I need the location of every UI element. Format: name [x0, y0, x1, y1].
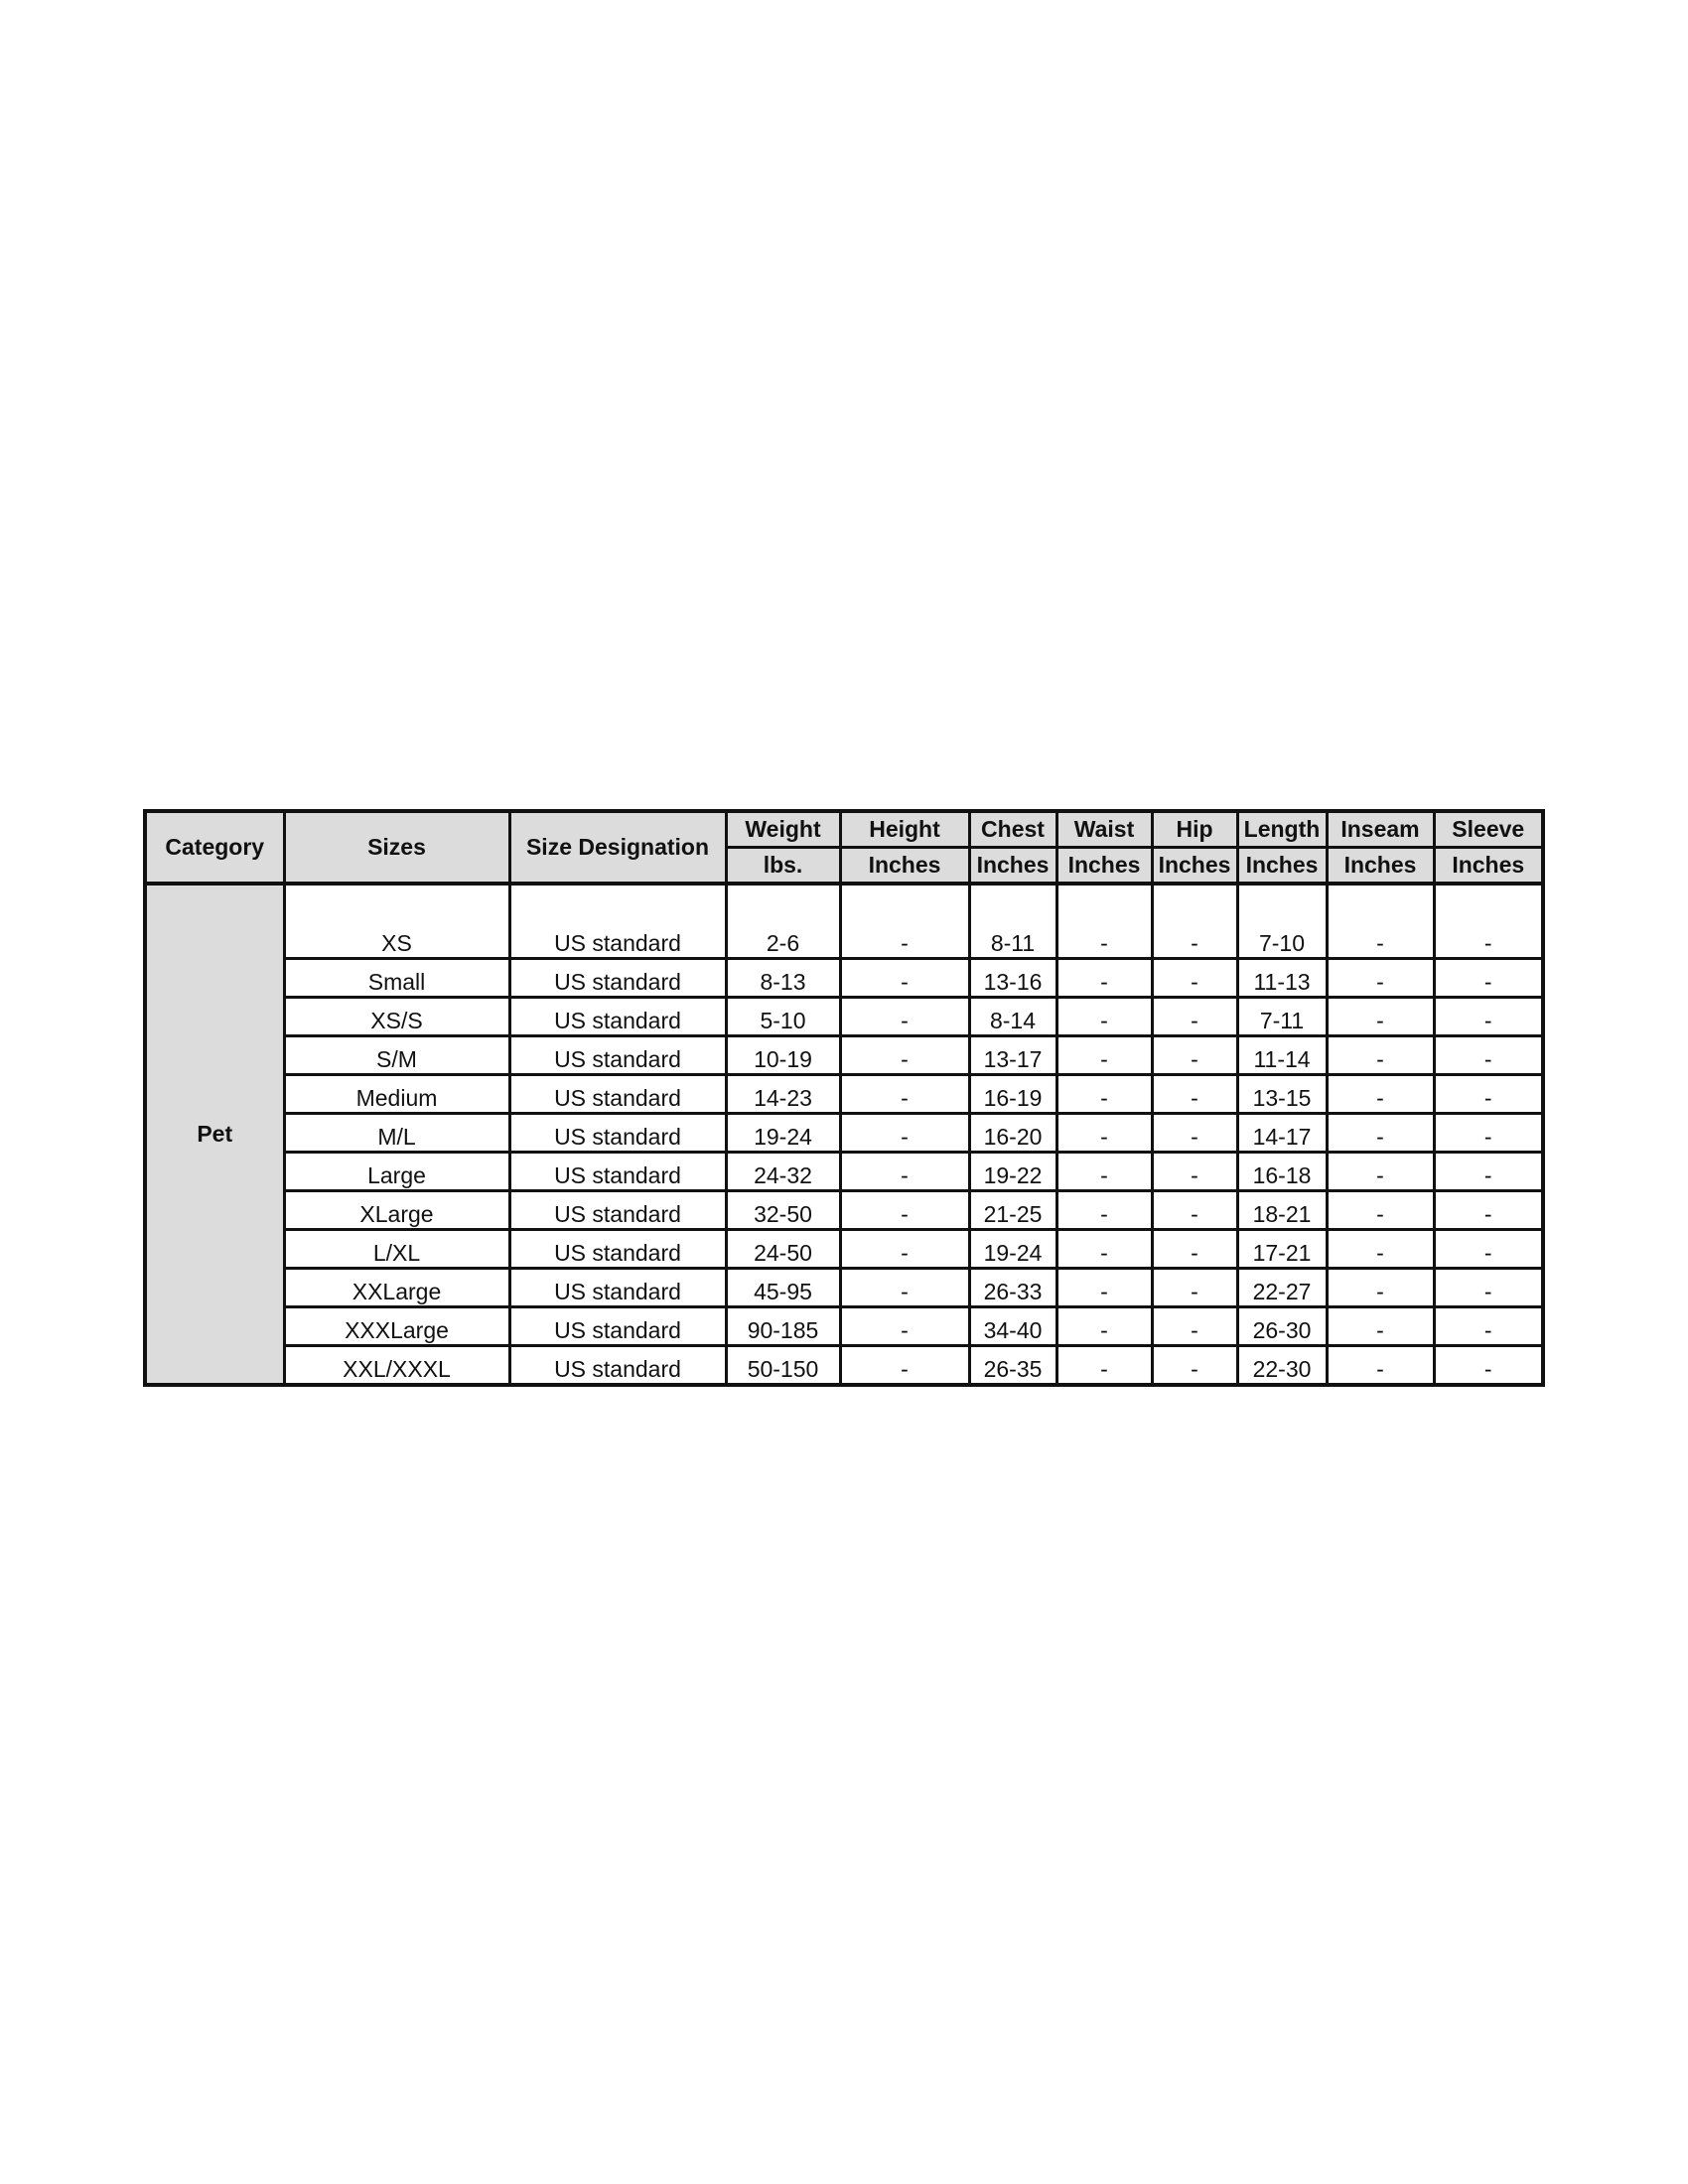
sleeve-cell: -	[1434, 1346, 1543, 1386]
weight-cell: 14-23	[726, 1075, 840, 1114]
header-inseam: Inseam	[1327, 811, 1434, 848]
waist-cell: -	[1056, 1230, 1152, 1269]
inseam-cell: -	[1327, 998, 1434, 1036]
hip-cell: -	[1152, 1036, 1237, 1075]
sleeve-cell: -	[1434, 1230, 1543, 1269]
sleeve-cell: -	[1434, 1036, 1543, 1075]
header-hip: Hip	[1152, 811, 1237, 848]
chest-cell: 16-19	[969, 1075, 1056, 1114]
table-row	[145, 1114, 1543, 1153]
hip-cell: -	[1152, 1230, 1237, 1269]
table-row	[145, 1269, 1543, 1307]
designation-cell: US standard	[509, 1230, 726, 1269]
inseam-cell: -	[1327, 1114, 1434, 1153]
unit-height: Inches	[840, 848, 969, 885]
unit-hip: Inches	[1152, 848, 1237, 885]
size-chart-table	[143, 809, 1545, 1387]
sleeve-cell: -	[1434, 1269, 1543, 1307]
inseam-cell: -	[1327, 1307, 1434, 1346]
size-cell: L/XL	[284, 1230, 509, 1269]
waist-cell: -	[1056, 1307, 1152, 1346]
weight-cell: 24-50	[726, 1230, 840, 1269]
height-cell: -	[840, 1269, 969, 1307]
waist-cell: -	[1056, 1191, 1152, 1230]
header-category: Category	[145, 811, 284, 884]
chest-cell: 26-35	[969, 1346, 1056, 1386]
header-sleeve: Sleeve	[1434, 811, 1543, 848]
sleeve-cell: -	[1434, 884, 1543, 959]
length-cell: 7-10	[1237, 884, 1327, 959]
weight-cell: 8-13	[726, 959, 840, 998]
table-row	[145, 1346, 1543, 1386]
designation-cell: US standard	[509, 1307, 726, 1346]
weight-cell: 24-32	[726, 1153, 840, 1191]
weight-cell: 90-185	[726, 1307, 840, 1346]
inseam-cell: -	[1327, 1346, 1434, 1386]
sleeve-cell: -	[1434, 1307, 1543, 1346]
size-cell: XXXLarge	[284, 1307, 509, 1346]
inseam-cell: -	[1327, 1191, 1434, 1230]
table-row	[145, 1230, 1543, 1269]
waist-cell: -	[1056, 1075, 1152, 1114]
length-cell: 7-11	[1237, 998, 1327, 1036]
hip-cell: -	[1152, 1191, 1237, 1230]
table-header	[145, 811, 1543, 884]
designation-cell: US standard	[509, 1153, 726, 1191]
sleeve-cell: -	[1434, 1075, 1543, 1114]
chest-cell: 8-14	[969, 998, 1056, 1036]
weight-cell: 10-19	[726, 1036, 840, 1075]
category-cell: Pet	[145, 884, 284, 1385]
weight-cell: 45-95	[726, 1269, 840, 1307]
size-cell: XXLarge	[284, 1269, 509, 1307]
sleeve-cell: -	[1434, 1114, 1543, 1153]
length-cell: 22-30	[1237, 1346, 1327, 1386]
table-body	[145, 884, 1543, 1385]
height-cell: -	[840, 884, 969, 959]
inseam-cell: -	[1327, 1036, 1434, 1075]
header-weight: Weight	[726, 811, 840, 848]
waist-cell: -	[1056, 1114, 1152, 1153]
table-row	[145, 959, 1543, 998]
designation-cell: US standard	[509, 1346, 726, 1386]
chest-cell: 16-20	[969, 1114, 1056, 1153]
hip-cell: -	[1152, 1075, 1237, 1114]
waist-cell: -	[1056, 1346, 1152, 1386]
chest-cell: 19-24	[969, 1230, 1056, 1269]
length-cell: 13-15	[1237, 1075, 1327, 1114]
inseam-cell: -	[1327, 1153, 1434, 1191]
chest-cell: 34-40	[969, 1307, 1056, 1346]
waist-cell: -	[1056, 959, 1152, 998]
height-cell: -	[840, 1307, 969, 1346]
header-waist: Waist	[1056, 811, 1152, 848]
designation-cell: US standard	[509, 1114, 726, 1153]
unit-length: Inches	[1237, 848, 1327, 885]
designation-cell: US standard	[509, 998, 726, 1036]
hip-cell: -	[1152, 1114, 1237, 1153]
unit-waist: Inches	[1056, 848, 1152, 885]
chest-cell: 8-11	[969, 884, 1056, 959]
waist-cell: -	[1056, 998, 1152, 1036]
table-row	[145, 998, 1543, 1036]
designation-cell: US standard	[509, 959, 726, 998]
hip-cell: -	[1152, 1346, 1237, 1386]
sleeve-cell: -	[1434, 959, 1543, 998]
size-cell: XS	[284, 884, 509, 959]
header-size-designation: Size Designation	[509, 811, 726, 884]
size-cell: M/L	[284, 1114, 509, 1153]
designation-cell: US standard	[509, 1269, 726, 1307]
weight-cell: 50-150	[726, 1346, 840, 1386]
height-cell: -	[840, 1036, 969, 1075]
inseam-cell: -	[1327, 1269, 1434, 1307]
length-cell: 11-13	[1237, 959, 1327, 998]
sleeve-cell: -	[1434, 998, 1543, 1036]
chest-cell: 19-22	[969, 1153, 1056, 1191]
chest-cell: 21-25	[969, 1191, 1056, 1230]
inseam-cell: -	[1327, 959, 1434, 998]
height-cell: -	[840, 959, 969, 998]
sleeve-cell: -	[1434, 1153, 1543, 1191]
hip-cell: -	[1152, 884, 1237, 959]
hip-cell: -	[1152, 959, 1237, 998]
height-cell: -	[840, 1230, 969, 1269]
hip-cell: -	[1152, 1153, 1237, 1191]
waist-cell: -	[1056, 1036, 1152, 1075]
header-chest: Chest	[969, 811, 1056, 848]
height-cell: -	[840, 1075, 969, 1114]
header-length: Length	[1237, 811, 1327, 848]
length-cell: 18-21	[1237, 1191, 1327, 1230]
designation-cell: US standard	[509, 1075, 726, 1114]
header-sizes: Sizes	[284, 811, 509, 884]
height-cell: -	[840, 1114, 969, 1153]
unit-weight: lbs.	[726, 848, 840, 885]
length-cell: 16-18	[1237, 1153, 1327, 1191]
hip-cell: -	[1152, 1269, 1237, 1307]
designation-cell: US standard	[509, 1036, 726, 1075]
hip-cell: -	[1152, 998, 1237, 1036]
unit-chest: Inches	[969, 848, 1056, 885]
chest-cell: 13-16	[969, 959, 1056, 998]
table-row	[145, 1191, 1543, 1230]
table-row	[145, 1307, 1543, 1346]
length-cell: 26-30	[1237, 1307, 1327, 1346]
table-row	[145, 1036, 1543, 1075]
weight-cell: 32-50	[726, 1191, 840, 1230]
weight-cell: 5-10	[726, 998, 840, 1036]
header-height: Height	[840, 811, 969, 848]
height-cell: -	[840, 998, 969, 1036]
hip-cell: -	[1152, 1307, 1237, 1346]
chest-cell: 13-17	[969, 1036, 1056, 1075]
waist-cell: -	[1056, 1269, 1152, 1307]
table-row	[145, 1153, 1543, 1191]
size-cell: Medium	[284, 1075, 509, 1114]
size-cell: Small	[284, 959, 509, 998]
length-cell: 14-17	[1237, 1114, 1327, 1153]
height-cell: -	[840, 1191, 969, 1230]
sleeve-cell: -	[1434, 1191, 1543, 1230]
inseam-cell: -	[1327, 1230, 1434, 1269]
unit-sleeve: Inches	[1434, 848, 1543, 885]
weight-cell: 2-6	[726, 884, 840, 959]
waist-cell: -	[1056, 884, 1152, 959]
size-cell: XXL/XXXL	[284, 1346, 509, 1386]
designation-cell: US standard	[509, 1191, 726, 1230]
designation-cell: US standard	[509, 884, 726, 959]
height-cell: -	[840, 1346, 969, 1386]
size-cell: XS/S	[284, 998, 509, 1036]
chest-cell: 26-33	[969, 1269, 1056, 1307]
size-cell: S/M	[284, 1036, 509, 1075]
size-cell: XLarge	[284, 1191, 509, 1230]
length-cell: 22-27	[1237, 1269, 1327, 1307]
table-row	[145, 1075, 1543, 1114]
unit-inseam: Inches	[1327, 848, 1434, 885]
waist-cell: -	[1056, 1153, 1152, 1191]
size-cell: Large	[284, 1153, 509, 1191]
length-cell: 11-14	[1237, 1036, 1327, 1075]
length-cell: 17-21	[1237, 1230, 1327, 1269]
height-cell: -	[840, 1153, 969, 1191]
weight-cell: 19-24	[726, 1114, 840, 1153]
inseam-cell: -	[1327, 884, 1434, 959]
table-row	[145, 884, 1543, 959]
inseam-cell: -	[1327, 1075, 1434, 1114]
